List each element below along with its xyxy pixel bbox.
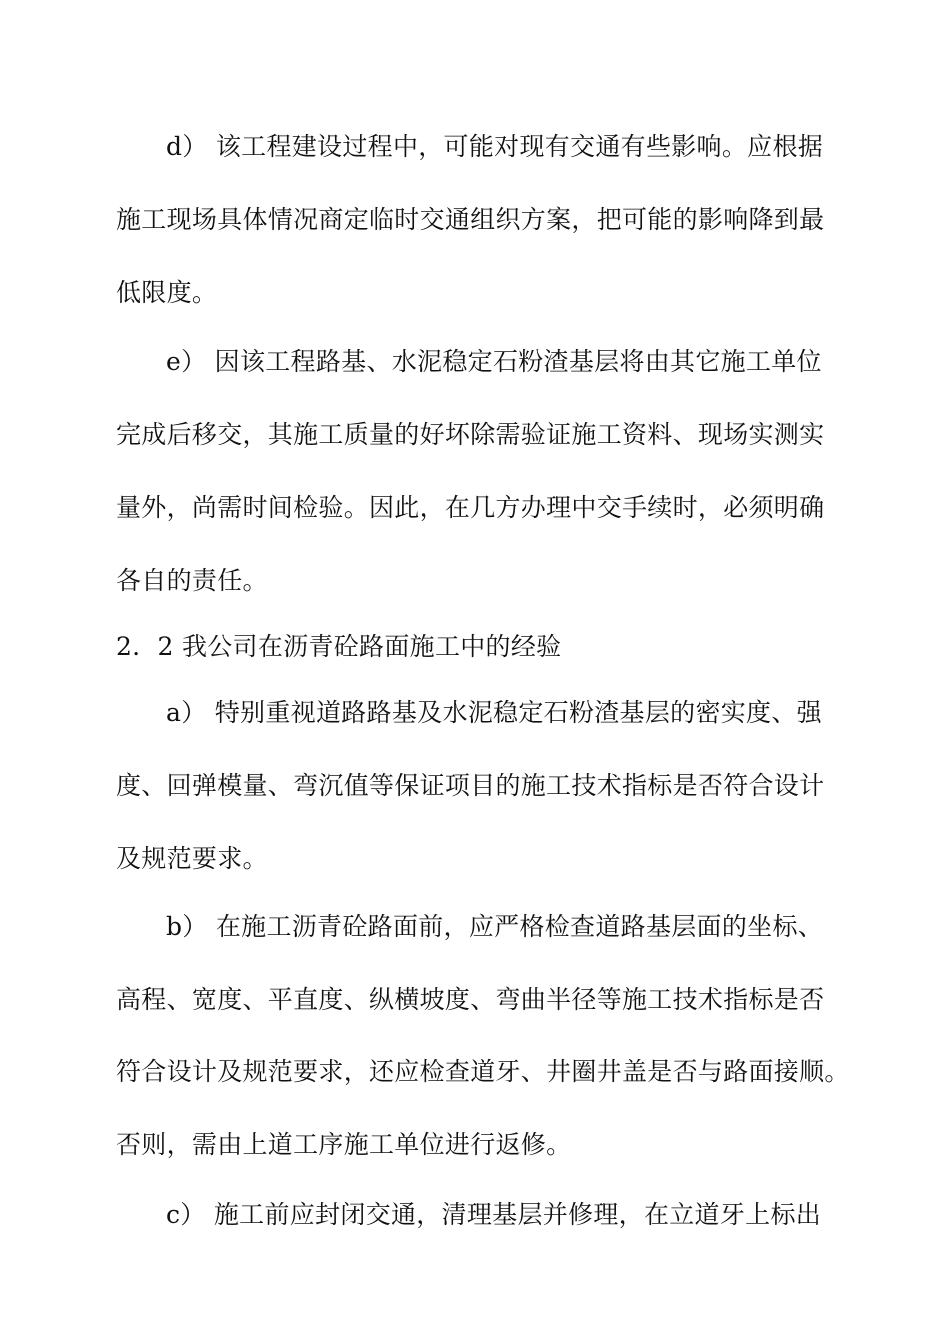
paragraph-b-line-4: 否则，需由上道工序施工单位进行返修。: [116, 1130, 572, 1159]
paragraph-b-line-1: b） 在施工沥青砼路面前，应严格检查道路基层面的坐标、: [166, 912, 824, 941]
paragraph-b-line-3: 符合设计及规范要求，还应检查道牙、井圈井盖是否与路面接顺。: [116, 1057, 850, 1086]
paragraph-c-line-1: c） 施工前应封闭交通，清理基层并修理，在立道牙上标出: [166, 1200, 822, 1229]
paragraph-e-line-3: 量外，尚需时间检验。因此，在几方办理中交手续时，必须明确: [116, 493, 825, 522]
paragraph-d-line-3: 低限度。: [116, 278, 218, 307]
paragraph-a-line-3: 及规范要求。: [116, 844, 268, 873]
paragraph-e-line-2: 完成后移交，其施工质量的好坏除需验证施工资料、现场实测实: [116, 420, 825, 449]
paragraph-d-line-2: 施工现场具体情况商定临时交通组织方案，把可能的影响降到最: [116, 205, 825, 234]
section-heading: 2．2 我公司在沥青砼路面施工中的经验: [116, 632, 562, 661]
paragraph-a-line-2: 度、回弹模量、弯沉值等保证项目的施工技术指标是否符合设计: [116, 771, 825, 800]
paragraph-e-line-4: 各自的责任。: [116, 566, 268, 595]
paragraph-b-line-2: 高程、宽度、平直度、纵横坡度、弯曲半径等施工技术指标是否: [116, 985, 825, 1014]
paragraph-e-line-1: e） 因该工程路基、水泥稳定石粉渣基层将由其它施工单位: [166, 347, 822, 376]
paragraph-a-line-1: a） 特别重视道路路基及水泥稳定石粉渣基层的密实度、强: [166, 698, 822, 727]
paragraph-d-line-1: d） 该工程建设过程中，可能对现有交通有些影响。应根据: [166, 132, 824, 161]
